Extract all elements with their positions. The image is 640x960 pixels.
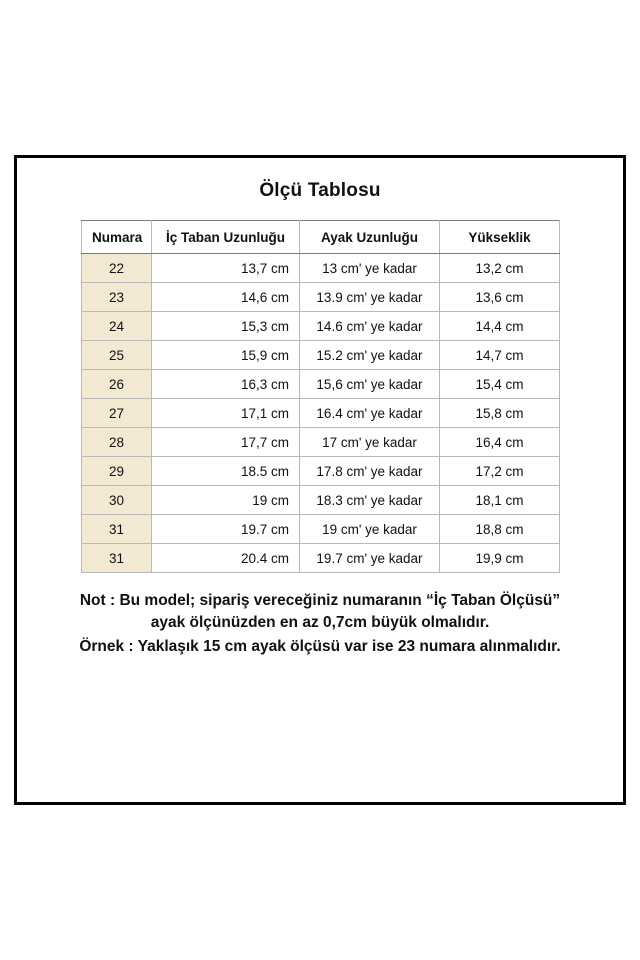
note-example: Örnek : Yaklaşık 15 cm ayak ölçüsü var ise 23 numara alınmalıdır. <box>79 637 561 655</box>
cell-yukseklik: 15,4 cm <box>440 370 560 399</box>
cell-yukseklik: 13,2 cm <box>440 254 560 283</box>
cell-ic-taban: 17,7 cm <box>152 428 300 457</box>
cell-yukseklik: 13,6 cm <box>440 283 560 312</box>
table-row <box>82 428 560 457</box>
cell-numara: 25 <box>82 341 152 370</box>
cell-yukseklik: 14,7 cm <box>440 341 560 370</box>
cell-ic-taban: 13,7 cm <box>152 254 300 283</box>
cell-numara: 23 <box>82 283 152 312</box>
cell-ayak: 17.8 cm' ye kadar <box>300 457 440 486</box>
cell-ic-taban: 19.7 cm <box>152 515 300 544</box>
table-row <box>82 399 560 428</box>
cell-ayak: 16.4 cm' ye kadar <box>300 399 440 428</box>
table-row <box>82 457 560 486</box>
table-row <box>82 341 560 370</box>
size-table <box>81 220 560 573</box>
cell-ayak: 18.3 cm' ye kadar <box>300 486 440 515</box>
size-table-body <box>82 254 560 573</box>
table-row <box>82 515 560 544</box>
cell-ic-taban: 16,3 cm <box>152 370 300 399</box>
column-header-ic-taban-uzunlugu: İç Taban Uzunluğu <box>152 221 300 254</box>
cell-numara: 31 <box>82 544 152 573</box>
cell-ayak: 19 cm' ye kadar <box>300 515 440 544</box>
cell-ic-taban: 15,3 cm <box>152 312 300 341</box>
cell-numara: 26 <box>82 370 152 399</box>
cell-ic-taban: 18.5 cm <box>152 457 300 486</box>
note-line-2: ayak ölçünüzden en az 0,7cm büyük olmalıdır. <box>150 613 490 631</box>
table-row <box>82 254 560 283</box>
cell-yukseklik: 18,8 cm <box>440 515 560 544</box>
size-table-head <box>82 221 560 254</box>
cell-ic-taban: 14,6 cm <box>152 283 300 312</box>
size-chart-frame <box>14 155 626 805</box>
cell-numara: 31 <box>82 515 152 544</box>
cell-numara: 27 <box>82 399 152 428</box>
cell-yukseklik: 19,9 cm <box>440 544 560 573</box>
cell-numara: 22 <box>82 254 152 283</box>
cell-numara: 29 <box>82 457 152 486</box>
cell-ayak: 14.6 cm' ye kadar <box>300 312 440 341</box>
cell-ic-taban: 15,9 cm <box>152 341 300 370</box>
table-row <box>82 544 560 573</box>
page-title: Ölçü Tablosu <box>259 180 381 201</box>
size-table-wrapper <box>81 220 559 573</box>
note-line-1: Not : Bu model; sipariş vereceğiniz numaranın “İç Taban Ölçüsü” <box>79 592 561 609</box>
table-header-row <box>82 221 560 254</box>
cell-ic-taban: 19 cm <box>152 486 300 515</box>
table-row <box>82 312 560 341</box>
cell-ic-taban: 17,1 cm <box>152 399 300 428</box>
cell-yukseklik: 17,2 cm <box>440 457 560 486</box>
table-row <box>82 370 560 399</box>
cell-ayak: 15,6 cm' ye kadar <box>300 370 440 399</box>
column-header-yukseklik: Yükseklik <box>440 221 560 254</box>
table-row <box>82 486 560 515</box>
column-header-numara: Numara <box>82 221 152 254</box>
cell-yukseklik: 16,4 cm <box>440 428 560 457</box>
cell-numara: 24 <box>82 312 152 341</box>
size-chart-content <box>17 158 623 802</box>
cell-numara: 30 <box>82 486 152 515</box>
cell-ic-taban: 20.4 cm <box>152 544 300 573</box>
cell-ayak: 13.9 cm' ye kadar <box>300 283 440 312</box>
cell-yukseklik: 18,1 cm <box>440 486 560 515</box>
cell-numara: 28 <box>82 428 152 457</box>
column-header-ayak-uzunlugu: Ayak Uzunluğu <box>300 221 440 254</box>
cell-ayak: 19.7 cm' ye kadar <box>300 544 440 573</box>
cell-ayak: 13 cm' ye kadar <box>300 254 440 283</box>
cell-yukseklik: 14,4 cm <box>440 312 560 341</box>
cell-ayak: 17 cm' ye kadar <box>300 428 440 457</box>
notes-block <box>40 591 600 656</box>
cell-ayak: 15.2 cm' ye kadar <box>300 341 440 370</box>
table-row <box>82 283 560 312</box>
cell-yukseklik: 15,8 cm <box>440 399 560 428</box>
